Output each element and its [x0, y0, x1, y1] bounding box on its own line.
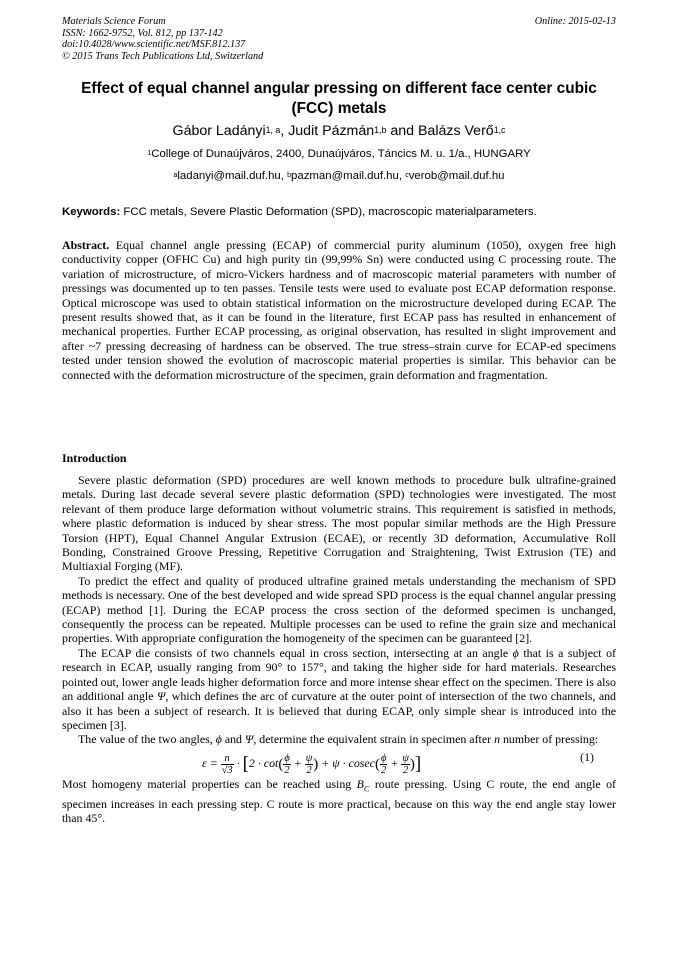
equation-number: (1): [580, 749, 594, 764]
keywords: [62, 205, 616, 220]
author-emails: $^a$ladanyi@mail.duf.hu, $^b$pazman@mail.duf.hu, $^c$verob@mail.duf.hu: [173, 170, 505, 182]
paragraph: The ECAP die consists of two channels equal in cross section, intersecting at an angle ϕ that is a subject of research in ECAP, usually ranging from 90° to 157°, and taking the higher side for hard materials. Researches pointed out, lower angle leads higher deformation force and more intense shear effect on the specimen. There is also an additional angle Ψ, which defines the arc of curvature at the outer point of intersection of the two channels, and also it has been a subject of research. It is believed that during ECAP, only simple shear is introduced into the specimen [3].: [62, 645, 616, 732]
affiliation: $^1$College of Dunaújváros, 2400, Dunaújváros, Táncics M. u. 1/a., HUNGARY: [147, 148, 531, 160]
abstract-text: Equal channel angle pressing (ECAP) of commercial purity aluminum (1050), oxygen free high conductivity copper (OFHC Cu) and high purity tin (99,99% Sn) were conducted using C processing route. The variation of microstructure, of micro-Vickers hardness and of macroscopic material parameters with number of pressings was documented up to ten passes. Tensile tests were used to evaluate post ECAP deformation response. Optical microscope was used to obtain statistical information on the microstructure developed during ECAP. The present results showed that, as it can be found in the literature, first ECAP pass has resulted in enhancement of mechanical properties. Further ECAP processing, as original observation, has resulted in slight improvement and after ~7 pressing decreasing of hardness can be observed. The true stress–strain curve for ECAP-ed specimens tested under tension showed the evolution of macroscopic material properties is similar. This behavior can be connected with the deformation microstructure of the specimen, grain deformation and fragmentation.: [62, 238, 616, 382]
paragraph: To predict the effect and quality of produced ultrafine grained metals understanding the mechanism of SPD methods is necessary. One of the best developed and wide spread SPD process is the equal channel angular pressing (ECAP) method [1]. During the ECAP process the cross section of the deformed specimen is unchanged, consequently the process can be repeated. Multiple processes can be used to refine the grain size and mechanical properties. With appropriate configuration the homogeneity of the specimen can be guaranteed [2].: [62, 573, 616, 646]
keywords-label: Keywords:: [62, 206, 121, 218]
paragraph: Most homogeny material properties can be reached using $B_C$ route pressing. Using C route, the end angle of specimen increases in each pressing step. C route is more practical, because on this way the end angle stay lower than 45°.: [62, 776, 616, 825]
doi-line: doi:10.4028/www.scientific.net/MSF.812.137: [62, 39, 246, 51]
introduction-body: [62, 473, 616, 825]
equation-1: [62, 747, 616, 777]
online-date: Online: 2015-02-13: [534, 16, 616, 27]
email-address[interactable]: pazman@mail.duf.hu: [291, 170, 399, 182]
journal-name: Materials Science Forum: [62, 16, 166, 27]
email-address[interactable]: verob@mail.duf.hu: [408, 170, 505, 182]
author-affil-mark: 1,b: [374, 124, 387, 135]
author-list: Gábor Ladányi$^{1, a}$, Judit Pázmán$^{1,b}$ and Balázs Verő$^{1,c}$: [172, 123, 506, 139]
author-name: Gábor Ladányi: [172, 123, 266, 139]
paragraph: The value of the two angles, ϕ and Ψ, determine the equivalent strain in specimen after n number of pressing:: [78, 732, 599, 747]
abstract-label: Abstract.: [62, 238, 110, 252]
email-address[interactable]: ladanyi@mail.duf.hu: [177, 170, 281, 182]
journal-header: [62, 16, 616, 62]
paper-title: Effect of equal channel angular pressing on different face center cubic (FCC) metals: [81, 80, 597, 117]
section-heading-introduction: Introduction: [62, 451, 127, 465]
copyright-line: © 2015 Trans Tech Publications Ltd, Switzerland: [62, 50, 264, 62]
paragraph: Severe plastic deformation (SPD) procedures are well known methods to procedure bulk ultrafine-grained metals. During last decade several severe plastic deformation (SPD) technologies were investigated. The most relevant of them produce large deformation without volumetric strains. This requirement is satisfied in methods, where plastic deformation is induced by shear stress. The most popular similar methods are the High Pressure Torsion (HPT), Equal Channel Angular Extrusion (ECAE), or recently 3D deformation, Accumulative Roll Bonding, Constrained Groove Pressing, Repetitive Corrugation and Straightening, Twist Extrusion (TE) and Multiaxial Forging (MF).: [62, 473, 616, 574]
author-name: Judit Pázmán: [288, 123, 375, 139]
abstract: [62, 238, 616, 382]
strain-formula: ε = $\frac{n}{√3}$ · [2 · cot( $\frac{\phi}{2}$ + $\frac{\psi}{2}$ ) + ψ · cosec( $\frac{\phi}{2}$ + $\frac{\psi}{2}$ )]: [202, 752, 422, 776]
author-affil-mark: 1, a: [265, 124, 281, 135]
author-name: Balázs Verő: [417, 123, 494, 139]
author-affil-mark: 1,c: [493, 124, 506, 135]
issn-line: ISSN: 1662-9752, Vol. 812, pp 137-142: [62, 27, 223, 39]
keywords-text: FCC metals, Severe Plastic Deformation (SPD), macroscopic materialparameters.: [120, 206, 537, 218]
